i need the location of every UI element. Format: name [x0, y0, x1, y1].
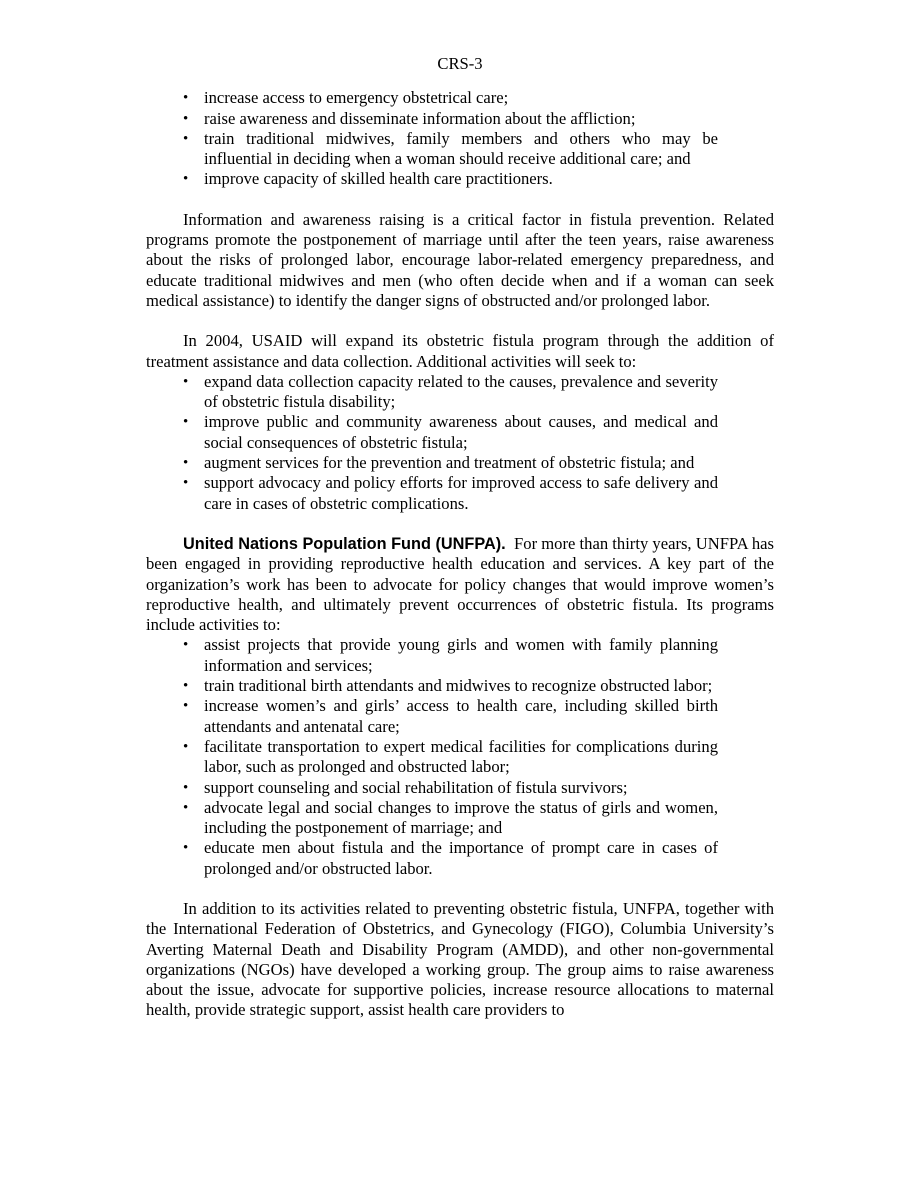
list-item: • increase access to emergency obstetrical care;: [183, 88, 509, 108]
list-item: • educate men about fistula and the importance of prompt care in cases of prolonged and/or obstructed labor.: [183, 838, 718, 878]
page-number: CRS-3: [437, 54, 483, 73]
bullet-icon: •: [183, 130, 189, 147]
bullet-icon: •: [183, 171, 189, 188]
bullet-icon: •: [183, 90, 189, 107]
bullet-list-usaid-activities: [146, 372, 774, 514]
bullet-icon: •: [183, 840, 189, 857]
paragraph-working-group: In addition to its activities related to preventing obstetric fistula, UNFPA, together with the International Federation of Obstetrics, and Gynecology (FIGO), Columbia University’s Averting Maternal Death and Disability Program (AMDD), and other non-governmental organizations (NGOs) have developed a working group. The group aims to raise awareness about the issue, advocate for supportive policies, increase resource allocations to maternal health, provide strategic support, assist health care providers to: [146, 898, 774, 1020]
list-item: • support counseling and social rehabilitation of fistula survivors;: [183, 777, 628, 797]
bullet-icon: •: [183, 637, 189, 654]
list-item: • increase women’s and girls’ access to health care, including skilled birth attendants and antenatal care;: [183, 696, 718, 736]
bullet-icon: •: [183, 799, 189, 816]
bullet-icon: •: [183, 698, 189, 715]
bullet-list-unfpa-activities: [146, 635, 774, 879]
list-item: • improve public and community awareness about causes, and medical and social consequences of obstetric fistula;: [183, 412, 718, 452]
list-item: • improve capacity of skilled health care practitioners.: [183, 169, 553, 189]
list-item: • expand data collection capacity related to the causes, prevalence and severity of obstetric fistula disability;: [183, 371, 718, 412]
list-item: • facilitate transportation to expert medical facilities for complications during labor, such as prolonged and obstructed labor;: [183, 736, 718, 777]
list-item: • augment services for the prevention and treatment of obstetric fistula; and: [183, 453, 695, 473]
bullet-icon: •: [183, 373, 189, 390]
bullet-icon: •: [183, 738, 189, 755]
list-item: • train traditional midwives, family members and others who may be influential in deciding when a woman should receive additional care; and: [183, 128, 718, 169]
bullet-list-prevention: [146, 88, 774, 189]
paragraph-unfpa: [146, 534, 774, 635]
list-item: • raise awareness and disseminate information about the affliction;: [183, 108, 636, 128]
section-heading-unfpa: United Nations Population Fund (UNFPA).: [183, 534, 506, 553]
bullet-icon: •: [183, 779, 189, 796]
bullet-icon: •: [183, 475, 189, 492]
list-item: • advocate legal and social changes to improve the status of girls and women, including the postponement of marriage; and: [183, 797, 718, 838]
list-item: • assist projects that provide young girls and women with family planning information and services;: [183, 635, 718, 675]
bullet-icon: •: [183, 455, 189, 472]
paragraph-usaid-2004: In 2004, USAID will expand its obstetric fistula program through the addition of treatment assistance and data collection. Additional activities will seek to:: [146, 331, 774, 371]
bullet-icon: •: [183, 414, 189, 431]
list-item: • support advocacy and policy efforts for improved access to safe delivery and care in cases of obstetric complications.: [183, 473, 718, 513]
bullet-icon: •: [183, 110, 189, 127]
document-page: [146, 54, 774, 1021]
paragraph-unfpa-text: For more than thirty years, UNFPA has been engaged in providing reproductive health education and services. A key part of the organization’s work has been to advocate for policy changes that would improve women’s reproductive health, and ultimately prevent occurrences of obstetric fistula. Its programs include activities to:: [146, 533, 775, 635]
paragraph-awareness: Information and awareness raising is a critical factor in fistula prevention. Related programs promote the postponement of marriage until after the teen years, raise awareness about the risks of prolonged labor, encourage labor-related emergency preparedness, and educate traditional midwives and men (who often decide when and if a woman can seek medical assistance) to identify the danger signs of obstructed and/or prolonged labor.: [146, 209, 774, 310]
bullet-icon: •: [183, 678, 189, 695]
list-item: • train traditional birth attendants and midwives to recognize obstructed labor;: [183, 676, 713, 696]
